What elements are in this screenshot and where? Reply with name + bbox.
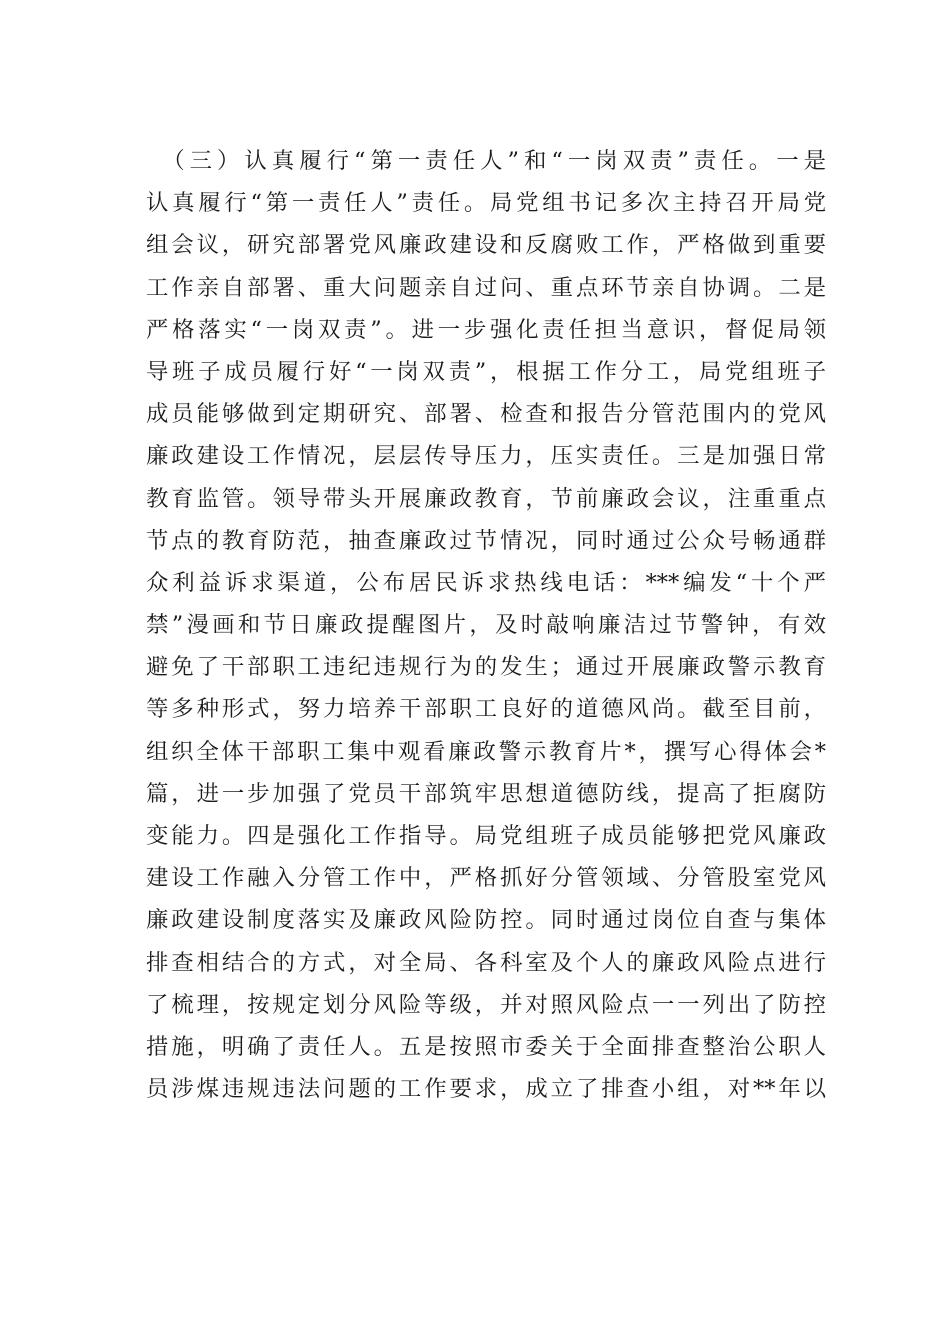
- text-line: 工作亲自部署、重大问题亲自过问、重点环节亲自协调。二是: [146, 274, 826, 301]
- text-line: 节点的教育防范，抽查廉政过节情况，同时通过公众号畅通群: [146, 527, 826, 554]
- text-line: 教育监管。领导带头开展廉政教育，节前廉政会议，注重重点: [146, 485, 826, 512]
- body-paragraph: [146, 140, 826, 1110]
- text-line: 变能力。四是强化工作指导。局党组班子成员能够把党风廉政: [146, 823, 826, 849]
- text-line: 廉政建设工作情况，层层传导压力，压实责任。三是加强日常: [146, 443, 826, 470]
- text-line: 认真履行“第一责任人”责任。局党组书记多次主持召开局党: [146, 190, 826, 217]
- text-line: 众利益诉求渠道，公布居民诉求热线电话：***编发“十个严: [146, 569, 826, 596]
- text-line: 措施，明确了责任人。五是按照市委关于全面排查整治公职人: [146, 1033, 826, 1060]
- text-line: 严格落实“一岗双责”。进一步强化责任担当意识，督促局领: [146, 316, 826, 343]
- text-line: 建设工作融入分管工作中，严格抓好分管领域、分管股室党风: [146, 865, 826, 892]
- text-line: 排查相结合的方式，对全局、各科室及个人的廉政风险点进行: [146, 949, 826, 976]
- text-line: 避免了干部职工违纪违规行为的发生；通过开展廉政警示教育: [146, 654, 826, 681]
- text-line: 员涉煤违规违法问题的工作要求，成立了排查小组，对**年以: [146, 1076, 826, 1103]
- text-line: 组织全体干部职工集中观看廉政警示教育片*，撰写心得体会*: [146, 738, 826, 765]
- text-line: 禁”漫画和节日廉政提醒图片，及时敲响廉洁过节警钟，有效: [146, 612, 826, 639]
- text-line: 了梳理，按规定划分风险等级，并对照风险点一一列出了防控: [146, 991, 826, 1018]
- text-line: （三）认真履行“第一责任人”和“一岗双责”责任。一是: [146, 148, 826, 174]
- text-line: 篇，进一步加强了党员干部筑牢思想道德防线，提高了拒腐防: [146, 780, 826, 807]
- text-line: 廉政建设制度落实及廉政风险防控。同时通过岗位自查与集体: [146, 907, 826, 934]
- text-line: 成员能够做到定期研究、部署、检查和报告分管范围内的党风: [146, 401, 826, 428]
- text-line: 组会议，研究部署党风廉政建设和反腐败工作，严格做到重要: [146, 232, 826, 259]
- text-line: 导班子成员履行好“一岗双责”，根据工作分工，局党组班子: [146, 358, 826, 385]
- text-line: 等多种形式，努力培养干部职工良好的道德风尚。截至目前，: [146, 696, 826, 723]
